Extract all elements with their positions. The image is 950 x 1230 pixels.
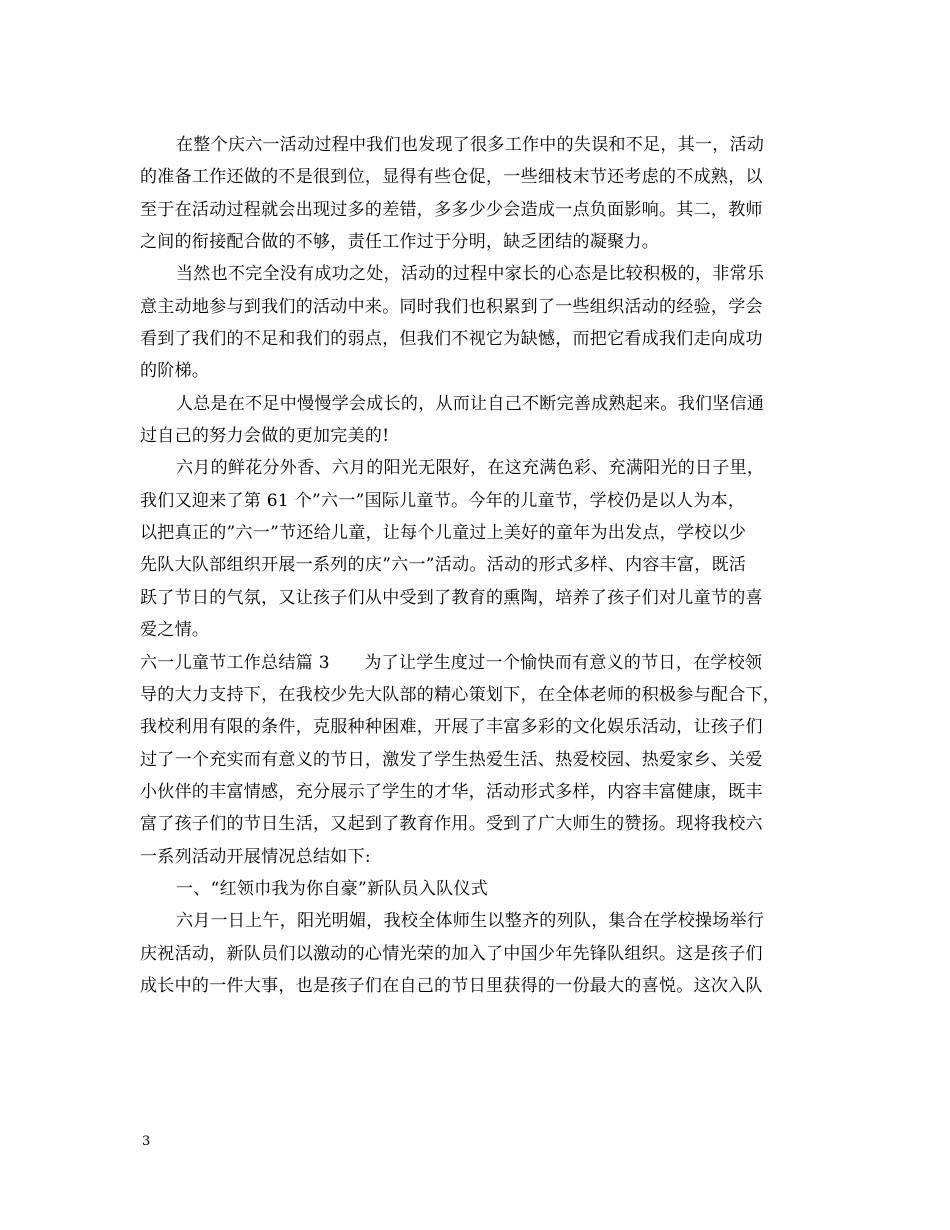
text-line: 六月的鲜花分外香、六月的阳光无限好，在这充满色彩、充满阳光的日子里， <box>176 458 765 479</box>
text-line: 过了一个充实而有意义的节日，激发了学生热爱生活、热爱校园、热爱家乡、关爱 <box>140 749 763 770</box>
text-line: 过自己的努力会做的更加完美的! <box>140 426 390 447</box>
text-line: 看到了我们的不足和我们的弱点，但我们不视它为缺憾，而把它看成我们走向成功 <box>140 329 763 350</box>
document-body <box>140 129 812 1002</box>
text-line: 我校利用有限的条件，克服种种困难，开展了丰富多彩的文化娱乐活动，让孩子们 <box>140 717 763 738</box>
text-line: 导的大力支持下，在我校少先大队部的精心策划下，在全体老师的积极参与配合下， <box>140 684 781 705</box>
text-line: 富了孩子们的节日生活，又起到了教育作用。受到了广大师生的赞扬。现将我校六 <box>140 814 763 835</box>
text-line: 庆祝活动，新队员们以激动的心情光荣的加入了中国少年先锋队组织。这是孩子们 <box>140 943 763 964</box>
text-line: 人总是在不足中慢慢学会成长的，从而让自己不断完善成熟起来。我们坚信通 <box>176 393 765 414</box>
text-line: 小伙伴的丰富情感，充分展示了学生的才华，活动形式多样，内容丰富健康，既丰 <box>140 781 763 802</box>
text-line: 爱之情。 <box>140 620 210 641</box>
text-line: 的阶梯。 <box>140 361 210 382</box>
text-line: 六一儿童节工作总结篇 3 为了让学生度过一个愉快而有意义的节日，在学校领 <box>140 652 763 673</box>
text-line: 之间的衔接配合做的不够，责任工作过于分明，缺乏团结的凝聚力。 <box>140 232 659 253</box>
text-line: 一、“红领巾我为你自豪”新队员入队仪式 <box>176 878 489 899</box>
text-line: 在整个庆六一活动过程中我们也发现了很多工作中的失误和不足，其一，活动 <box>176 135 765 155</box>
text-line: 成长中的一件大事，也是孩子们在自己的节日里获得的一份最大的喜悦。这次入队 <box>140 975 763 996</box>
text-line: 六月一日上午，阳光明媚，我校全体师生以整齐的列队，集合在学校操场举行 <box>176 911 765 932</box>
text-line: 意主动地参与到我们的活动中来。同时我们也积累到了一些组织活动的经验，学会 <box>140 296 763 317</box>
text-line: 以把真正的”六一”节还给儿童，让每个儿童过上美好的童年为出发点，学校以少 <box>140 523 747 544</box>
text-line: 的准备工作还做的不是很到位，显得有些仓促，一些细枝末节还考虑的不成熟，以 <box>140 167 763 188</box>
text-line: 一系列活动开展情况总结如下: <box>140 846 371 867</box>
page-number: 3 <box>142 1134 151 1149</box>
text-line: 至于在活动过程就会出现过多的差错，多多少少会造成一点负面影响。其二，教师 <box>140 199 763 220</box>
text-line: 跃了节日的气氛，又让孩子们从中受到了教育的熏陶，培养了孩子们对儿童节的喜 <box>140 587 763 608</box>
text-line: 我们又迎来了第 61 个”六一”国际儿童节。今年的儿童节，学校仍是以人为本， <box>140 490 746 511</box>
text-line: 先队大队部组织开展一系列的庆”六一”活动。活动的形式多样、内容丰富，既活 <box>140 555 747 576</box>
text-line: 当然也不完全没有成功之处，活动的过程中家长的心态是比较积极的，非常乐 <box>176 264 765 285</box>
